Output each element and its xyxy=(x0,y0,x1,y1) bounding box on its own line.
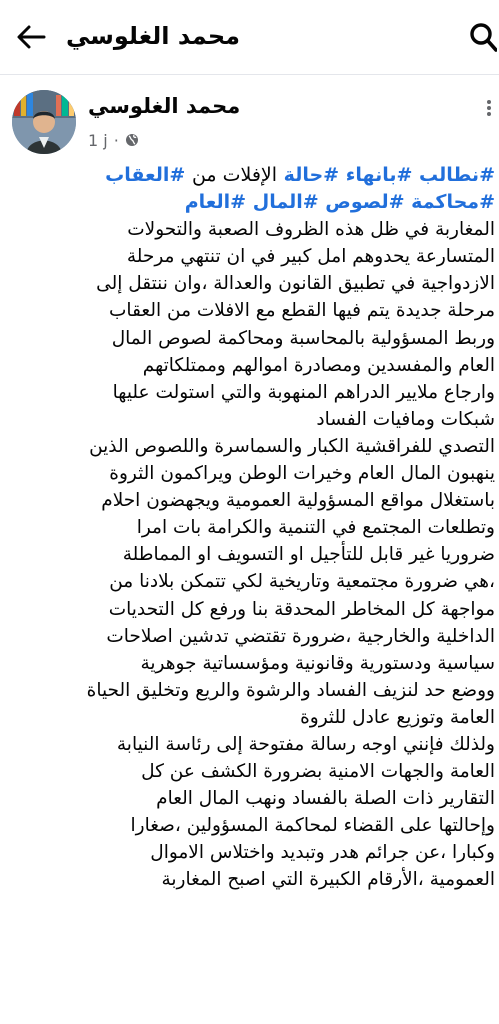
arrow-left-icon xyxy=(16,24,46,50)
post-time[interactable]: 1 j xyxy=(88,130,108,150)
hashtags-line-1 xyxy=(0,162,495,189)
post-text-line: ينهبون المال العام وخيرات الوطن ويراكمون الثروة xyxy=(109,463,495,485)
post-text-line: الداخلية والخارجية ،ضرورة تقتضي تدشين اصلاحات xyxy=(106,625,495,647)
hashtag[interactable]: #حالة xyxy=(283,164,340,186)
post-text-line: وتطلعات المجتمع في التنمية والكرامة بات امرا xyxy=(136,517,495,539)
meta-separator: · xyxy=(113,130,119,150)
post-header xyxy=(0,84,499,158)
more-options-button[interactable] xyxy=(483,98,495,122)
hashtag[interactable]: #نطالب xyxy=(419,164,495,186)
post-text-line: مواجهة كل المخاطر المحدقة بنا ورفع كل التحديات xyxy=(108,598,495,620)
hashtag[interactable]: #بانهاء xyxy=(345,164,413,186)
post-text-line: مرحلة جديدة يتم فيها القطع مع الافلات من العقاب xyxy=(109,300,495,322)
hashtag[interactable]: #المال xyxy=(252,191,319,214)
post-text-line: المغاربة في ظل هذه الظروف الصعبة والتحولات xyxy=(127,219,495,241)
post-text-line: ضروريا غير قابل للتأجيل او التسويف او المماطلة xyxy=(122,544,495,566)
post-text-line: وكبارا ،عن جرائم هدر وتبديد واختلاس الاموال xyxy=(150,842,495,864)
post-author[interactable]: محمد الغلوسي xyxy=(88,94,241,118)
post-text-line: العامة وتوزيع عادل للثروة xyxy=(300,706,495,728)
hashtag[interactable]: #محاكمة xyxy=(411,191,495,214)
post-text-line: العام والمفسدين ومصادرة اموالهم وممتلكاتهم xyxy=(142,354,495,376)
post-text-line: باستغلال مواقع المسؤولية العمومية ويجهضون احلام xyxy=(101,490,495,512)
search-button[interactable] xyxy=(467,20,497,54)
avatar[interactable] xyxy=(12,90,76,154)
profile-photo xyxy=(12,90,76,154)
more-vertical-icon xyxy=(487,100,491,104)
post-text-line: سياسية ودستورية وقانونية ومؤسساتية جوهرية xyxy=(140,652,495,674)
post-text-line: ولذلك فإنني اوجه رسالة مفتوحة إلى رئاسة النيابة xyxy=(116,733,495,755)
search-icon xyxy=(469,22,497,52)
post-text-line: العمومية ،الأرقام الكبيرة التي اصبح المغاربة xyxy=(161,869,495,891)
post-meta xyxy=(88,130,139,150)
page-title: محمد الغلوسي xyxy=(66,22,240,50)
globe-icon xyxy=(125,133,139,147)
post-text-line: المتسارعة يحدوهم امل كبير في ان تنتهي مرحلة xyxy=(126,246,495,268)
post-text-line: وارجاع ملايير الدراهم المنهوبة والتي استولت عليها xyxy=(112,381,495,403)
hashtags-line-2 xyxy=(0,189,495,216)
post-text-line: العامة والجهات الامنية بضرورة الكشف عن كل xyxy=(141,761,495,783)
hashtag[interactable]: #لصوص xyxy=(325,191,405,214)
post-text-line: وربط المسؤولية بالمحاسبة ومحاكمة لصوص المال xyxy=(111,327,495,349)
post-text-line: التقارير ذات الصلة بالفساد ونهب المال العام xyxy=(156,788,495,810)
hashtag[interactable]: #العام xyxy=(184,191,247,214)
post-text-line: شبكات ومافيات الفساد xyxy=(316,408,495,430)
post-body xyxy=(0,162,495,894)
hashtag-plain-text: الإفلات من xyxy=(191,164,278,186)
post-text-line: الازدواجية في تطبيق القانون والعدالة ،وان ننتقل إلى xyxy=(96,273,495,295)
back-button[interactable] xyxy=(14,20,48,54)
post-text-line: التصدي للفراقشية الكبار والسماسرة واللصوص الذين xyxy=(89,435,495,457)
post-text-line: وإحالتها على القضاء لمحاكمة المسؤولين ،صغارا xyxy=(130,815,495,837)
hashtag[interactable]: #العقاب xyxy=(105,164,186,186)
post-text-line: ووضع حد لنزيف الفساد والرشوة والريع وتخليق الحياة xyxy=(86,679,495,701)
post-text-line: ،هي ضرورة مجتمعية وتاريخية لكي تتمكن بلادنا من xyxy=(109,571,495,593)
top-bar xyxy=(0,0,499,75)
